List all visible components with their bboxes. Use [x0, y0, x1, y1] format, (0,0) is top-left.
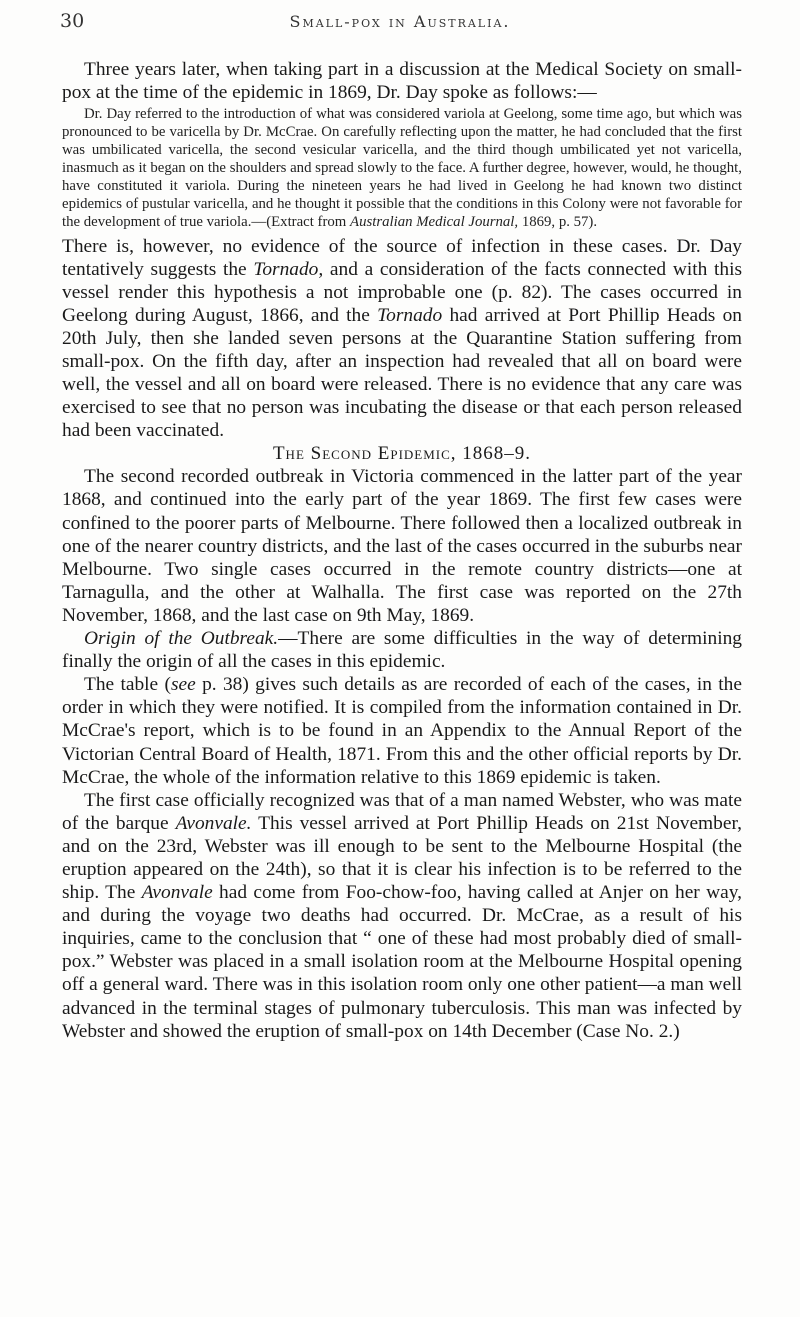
paragraph-first-case: The first case officially recognized was that of a man named Webster, who was mate of the barque Avonvale. This vessel arrived at Port Phillip Heads on 21st November, and on the 23rd, Webster was ill enough to be sent to the Melbourne Hospital (the eruption appeared on the 24th), so that it is clear his infection is to be referred to the ship. The Avonvale had come from Foo-chow-foo, having called at Anjer on her way, and during the voyage two deaths had occurred. Dr. McCrae, as a result of his inquiries, came to the conclusion that “ one of these had most probably died of small-pox.” Webster was placed in a small isolation room at the Melbourne Hospital opening off a general ward. There was in this isolation room only one other patient—a man well advanced in the terminal stages of pulmonary tuberculosis. This man was infected by Webster and showed the eruption of small-pox on 14th December (Case No. 2.) [62, 789, 742, 1042]
see-reference: see [170, 674, 196, 696]
quoted-extract: Dr. Day referred to the introduction of what was considered variola at Geelong, some time ago, but which was pronounced to be varicella by Dr. McCrae. On carefully reflecting upon the matter, he had concluded that the first was umbilicated varicella, the second vesicular varicella, and the third though umbilicated yet not varicella, inasmuch as it began on the shoulders and spread slowly to the face. A further degree, however, would, he thought, have constituted it variola. During the nineteen years he had lived in Geelong he had known two distinct epidemics of pustular varicella, and he thought it possible that the conditions in this Colony were not favorable for the development of true variola.—(Extract from Australian Medical Journal, 1869, p. 57). [62, 106, 742, 230]
journal-title: Australian Medical Journal, [350, 213, 519, 230]
paragraph-table-note: The table (see p. 38) gives such details as are recorded of each of the cases, in the order in which they were notified. It is compiled from the information contained in Dr. McCrae's report, which is to be found in an Appendix to the Annual Report of the Victorian Central Board of Health, 1871. From this and the other official reports by Dr. McCrae, the whole of the information relative to this 1869 epidemic is taken. [62, 674, 742, 788]
paragraph-source: There is, however, no evidence of the source of infection in these cases. Dr. Day tentatively suggests the Tornado, and a consideration of the facts connected with this vessel render this hypothesis a not improbable one (p. 82). The cases occurred in Geelong during August, 1866, and the Tornado had arrived at Port Phillip Heads on 20th July, then she landed seven persons at the Quarantine Station suffering from small-pox. On the fifth day, after an inspection had revealed that all on board were well, the vessel and all on board were released. There is no evidence that any care was exercised to see that no person was incubating the disease or that each person released had been vaccinated. [62, 235, 742, 442]
running-head: Small-pox in Australia. [289, 12, 511, 31]
paragraph-origin: Origin of the Outbreak.—There are some difficulties in the way of determining finally the origin of all the cases in this epidemic. [62, 628, 742, 673]
ship-name: Tornado [377, 304, 443, 326]
ship-name: Tornado, [253, 258, 324, 280]
paragraph-second-outbreak: The second recorded outbreak in Victoria commenced in the latter part of the year 1868, and continued into the early part of the year 1869. The first few cases were confined to the poorer parts of Melbourne. There followed then a localized outbreak in one of the nearer country districts, and the last of the cases occurred in the suburbs near Melbourne. Two single cases occurred in the remote country districts—one at Tarnagulla, and the other at Walhalla. The first case was reported on the 27th November, 1868, and the last case on 9th May, 1869. [62, 466, 742, 626]
ship-name: Avonvale. [175, 812, 252, 834]
body-text [62, 58, 742, 1043]
subheading-origin: Origin of the Outbreak. [84, 628, 279, 650]
paragraph-intro: Three years later, when taking part in a discussion at the Medical Society on small-pox at the time of the epidemic in 1869, Dr. Day spoke as follows:— [62, 59, 742, 104]
section-heading: The Second Epidemic, 1868–9. [272, 443, 532, 465]
page-header [60, 10, 740, 36]
ship-name: Avonvale [141, 882, 213, 904]
page-number: 30 [60, 10, 85, 32]
